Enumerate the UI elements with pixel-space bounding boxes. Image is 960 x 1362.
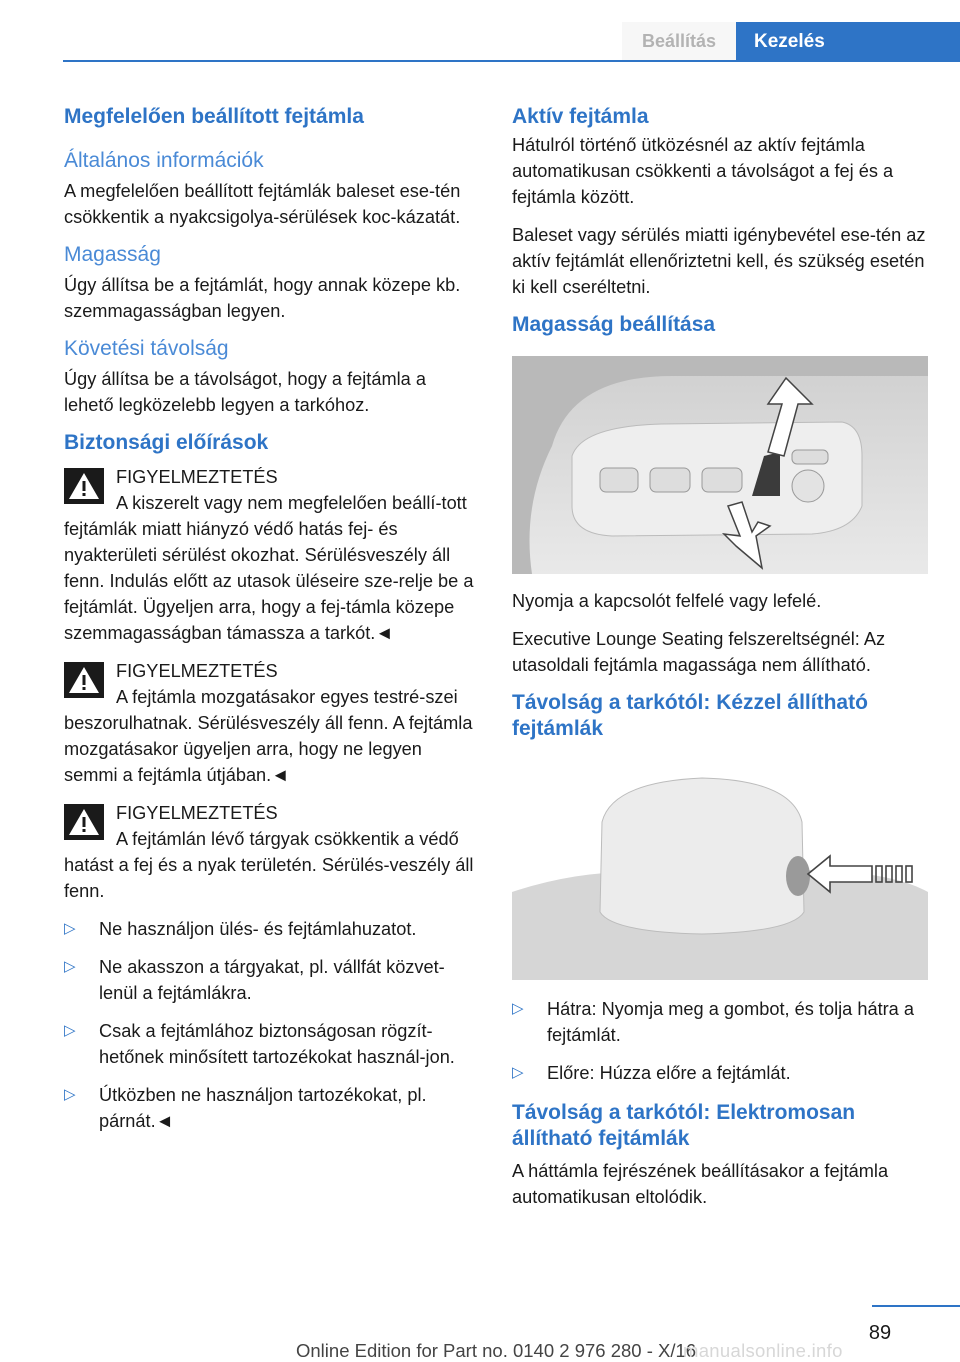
warning-block-3	[64, 800, 477, 904]
right-column	[512, 98, 932, 1222]
warning-block-2	[64, 658, 477, 788]
headrest-button-photo	[512, 762, 928, 980]
list-item: ▷ Csak a fejtámlához biztonságosan rögzít-hetőnek minősített tartozékokat használ-jon.	[64, 1018, 477, 1070]
triangle-bullet-icon: ▷	[64, 1022, 76, 1039]
section-heading-electric: Távolság a tarkótól: Elektromosan állítható fejtámlák	[512, 1101, 856, 1150]
triangle-bullet-icon: ▷	[64, 1086, 76, 1103]
manual-bullet-list	[512, 996, 932, 1086]
page-number: 89	[868, 1322, 892, 1344]
list-item: ▷ Ne akasszon a tárgyakat, pl. vállfát közvet-lenül a fejtámlákra.	[64, 954, 477, 1006]
warning-text: A fejtámlán lévő tárgyak csökkentik a védő hatást a fej és a nyak területén. Sérülés-veszély áll fenn.	[64, 829, 474, 901]
height-text: Úgy állítsa be a fejtámlát, hogy annak közepe kb. szemmagasságban legyen.	[64, 275, 461, 321]
section-heading-height-adjust: Magasság beállítása	[512, 313, 716, 336]
header-rule	[63, 60, 960, 62]
triangle-bullet-icon: ▷	[64, 958, 76, 975]
subheading-distance: Követési távolság	[64, 337, 229, 360]
safety-bullet-list	[64, 916, 477, 1134]
warning-title: FIGYELMEZTETÉS	[116, 467, 278, 487]
subheading-height: Magasság	[64, 243, 161, 266]
list-item: ▷ Előre: Húzza előre a fejtámlát.	[512, 1060, 932, 1086]
subheading-general: Általános információk	[64, 149, 264, 172]
list-item: ▷ Ne használjon ülés- és fejtámlahuzatot.	[64, 916, 477, 942]
seat-switch-photo	[512, 356, 928, 574]
active-text-2: Baleset vagy sérülés miatti igénybevétel ese-tén az aktív fejtámlát ellenőriztetni kell, és szükség esetén ki kell cseréltetni.	[512, 225, 926, 297]
distance-text: Úgy állítsa be a távolságot, hogy a fejtámla a lehető legközelebb legyen a tarkóhoz.	[64, 369, 426, 415]
section-heading-manual: Távolság a tarkótól: Kézzel állítható fejtámlák	[512, 691, 868, 740]
warning-text: A kiszerelt vagy nem megfelelően beállí-tott fejtámlák miatt hiányzó védő hatás fej- és nyakterületi sérülést okozhat. Sérülésveszély áll fenn. Indulás előtt az utasok üléseire sze-relje be a fejtámlát. Ügyeljen arra, hogy a fej-támla közepe szemmagasságban támassza a tarkót.◄	[64, 493, 474, 643]
left-column	[64, 98, 477, 1146]
triangle-bullet-icon: ▷	[512, 1000, 524, 1017]
height-adjust-text-1: Nyomja a kapcsolót felfelé vagy lefelé.	[512, 591, 822, 611]
electric-text: A háttámla fejrészének beállításakor a fejtámla automatikusan eltolódik.	[512, 1161, 889, 1207]
warning-triangle-icon	[64, 804, 104, 840]
watermark: manualsonline.info	[683, 1340, 843, 1361]
warning-block-1	[64, 464, 477, 646]
warning-title: FIGYELMEZTETÉS	[116, 661, 278, 681]
warning-title: FIGYELMEZTETÉS	[116, 803, 278, 823]
list-item: ▷ Hátra: Nyomja meg a gombot, és tolja hátra a fejtámlát.	[512, 996, 932, 1048]
edition-text: Online Edition for Part no. 0140 2 976 280 - X/16	[296, 1340, 697, 1361]
triangle-bullet-icon: ▷	[512, 1064, 524, 1081]
header-tab-kezeles[interactable]: Kezelés	[736, 22, 960, 62]
section-heading-headrest: Megfelelően beállított fejtámla	[64, 105, 364, 128]
active-text-1: Hátulról történő ütközésnél az aktív fejtámla automatikusan csökkenti a távolságot a fej és a fejtámla között.	[512, 135, 894, 207]
warning-text: A fejtámla mozgatásakor egyes testré-szei beszorulhatnak. Sérülésveszély áll fenn. A fejtámla mozgatásakor ügyeljen arra, hogy ne legyen semmi a fejtámla útjában.◄	[64, 687, 473, 785]
height-adjust-text-2: Executive Lounge Seating felszereltségnél: Az utasoldali fejtámla magassága nem állítható.	[512, 629, 886, 675]
section-heading-safety: Biztonsági előírások	[64, 431, 269, 454]
warning-triangle-icon	[64, 468, 104, 504]
footer-rule	[872, 1305, 960, 1307]
general-text: A megfelelően beállított fejtámlák baleset ese-tén csökkentik a nyakcsigolya-sérülések koc-kázatát.	[64, 181, 461, 227]
section-heading-active-headrest: Aktív fejtámla	[512, 105, 649, 128]
warning-triangle-icon	[64, 662, 104, 698]
header-tab-beallitas[interactable]: Beállítás	[622, 22, 736, 60]
list-item: ▷ Útközben ne használjon tartozékokat, pl. párnát.◄	[64, 1082, 477, 1134]
triangle-bullet-icon: ▷	[64, 920, 76, 937]
